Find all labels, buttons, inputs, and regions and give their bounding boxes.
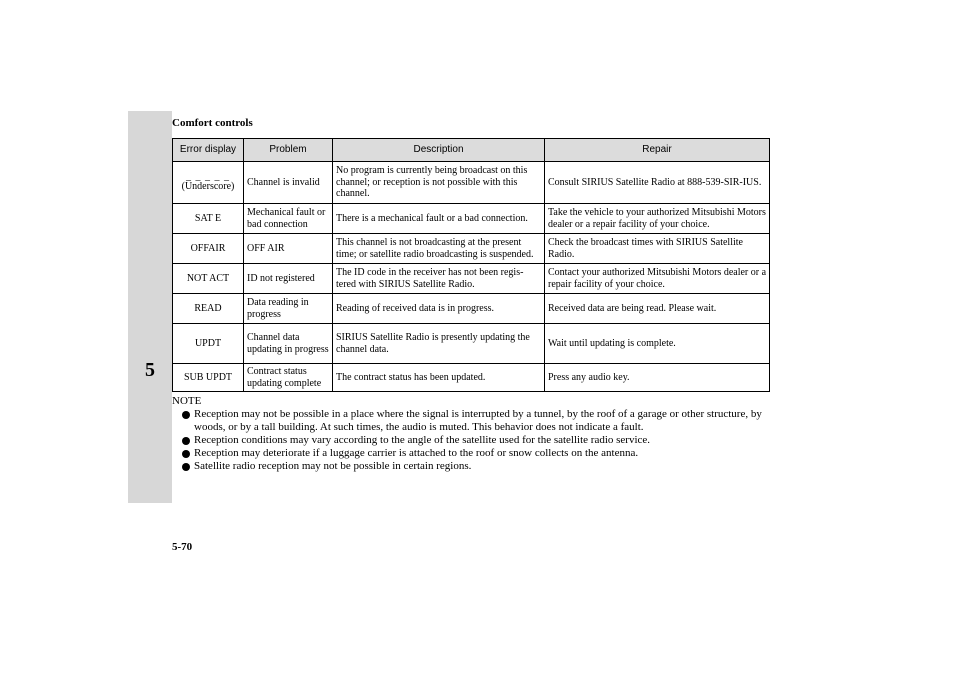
description-cell: SIRIUS Satellite Radio is presently updating the channel data. <box>333 324 545 364</box>
header-description: Description <box>333 139 545 162</box>
table-row <box>173 234 770 264</box>
bullet-icon <box>182 437 190 445</box>
note-text: Reception conditions may vary according to the angle of the satellite used for the satellite radio service. <box>194 434 651 446</box>
error-code: SUB UPDT <box>173 364 244 392</box>
page-number: 5-70 <box>172 541 193 553</box>
description-cell: The contract status has been updated. <box>333 364 545 392</box>
repair-cell: Press any audio key. <box>545 364 770 392</box>
bullet-icon <box>182 411 190 419</box>
description-cell: Reading of received data is in progress. <box>333 294 545 324</box>
table-row <box>173 294 770 324</box>
description-cell: There is a mechanical fault or a bad connection. <box>333 204 545 234</box>
table-row <box>173 264 770 294</box>
table-row <box>173 204 770 234</box>
table-row <box>173 162 770 204</box>
description-cell: This channel is not broadcasting at the present time; or satellite radio broadcasting is suspended. <box>333 234 545 264</box>
repair-cell: Consult SIRIUS Satellite Radio at 888-539-SIR-IUS. <box>545 162 770 204</box>
error-code: NOT ACT <box>173 264 244 294</box>
repair-cell: Wait until updating is complete. <box>545 324 770 364</box>
note-text: Satellite radio reception may not be possible in certain regions. <box>194 460 472 472</box>
error-display-table <box>172 138 770 392</box>
problem-cell: OFF AIR <box>244 234 333 264</box>
note-text: Reception may deteriorate if a luggage carrier is attached to the roof or snow collects on the antenna. <box>194 447 639 459</box>
section-title: Comfort controls <box>172 117 253 129</box>
error-code: SAT E <box>173 204 244 234</box>
error-code: READ <box>173 294 244 324</box>
error-code-cell <box>173 162 244 204</box>
table-header-row <box>173 139 770 162</box>
note-title: NOTE <box>172 395 202 407</box>
header-problem: Problem <box>244 139 333 162</box>
note-item <box>172 460 772 473</box>
problem-cell: Contract status updating complete <box>244 364 333 392</box>
bullet-icon <box>182 463 190 471</box>
problem-cell: ID not registered <box>244 264 333 294</box>
note-item <box>172 434 772 447</box>
note-list <box>172 408 772 473</box>
underscore-marks: _ _ _ _ _ <box>186 170 230 182</box>
repair-cell: Contact your authorized Mitsubishi Motors dealer or a repair facility of your choice. <box>545 264 770 294</box>
error-code: (Underscore) <box>181 180 235 192</box>
repair-cell: Check the broadcast times with SIRIUS Satellite Radio. <box>545 234 770 264</box>
chapter-number: 5 <box>145 359 155 381</box>
problem-cell: Channel data updating in progress <box>244 324 333 364</box>
problem-cell: Data reading in progress <box>244 294 333 324</box>
repair-cell: Take the vehicle to your authorized Mitsubishi Motors dealer or a repair facility of your choice. <box>545 204 770 234</box>
repair-cell: Received data are being read. Please wait. <box>545 294 770 324</box>
bullet-icon <box>182 450 190 458</box>
problem-cell: Channel is invalid <box>244 162 333 204</box>
table-row <box>173 324 770 364</box>
note-item <box>172 408 772 434</box>
description-cell: No program is currently being broadcast on this channel; or reception is not possible with this channel. <box>333 162 545 204</box>
header-error-display: Error display <box>173 139 244 162</box>
problem-cell: Mechanical fault or bad connection <box>244 204 333 234</box>
chapter-tab <box>128 111 172 503</box>
error-code: UPDT <box>173 324 244 364</box>
header-repair: Repair <box>545 139 770 162</box>
error-code: OFFAIR <box>173 234 244 264</box>
note-section <box>172 395 772 473</box>
description-cell: The ID code in the receiver has not been regis-tered with SIRIUS Satellite Radio. <box>333 264 545 294</box>
note-item <box>172 447 772 460</box>
table-row <box>173 364 770 392</box>
note-text: Reception may not be possible in a place where the signal is interrupted by a tunnel, by the roof of a garage or other structure, by woods, or by a tall building. At such times, the audio is muted. This behavior does not indicate a fault. <box>194 408 762 433</box>
